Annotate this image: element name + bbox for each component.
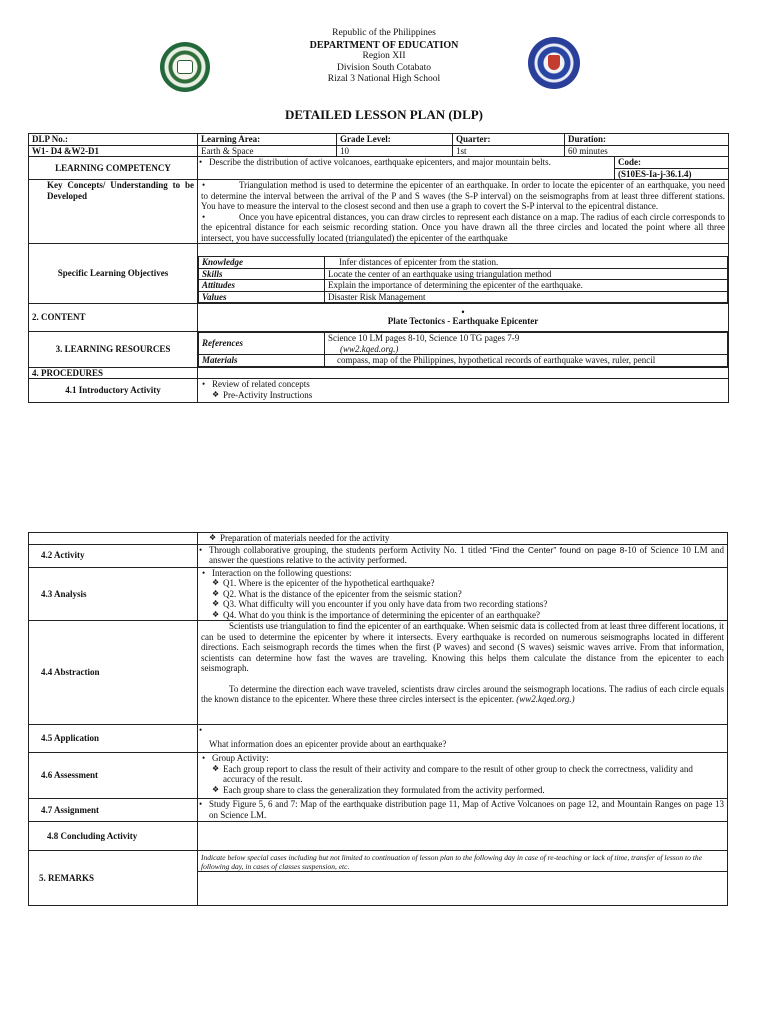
page-title: DETAILED LESSON PLAN (DLP) [284,107,484,122]
key-concepts-label: Key Concepts/ Understanding to be Developed [29,180,198,244]
abstraction-p1: Scientists use triangulation to find the epicenter of an earthquake. When seismic data is collected from at least three different locations, it can be used to determine the epicenter by where it intersects. Every earthquake is recorded on numerous seismographs located in different directions. Each seismograph records the times when the first (P waves) and second (S waves) seismic waves arrive. From that information, scientists can determine how fast the waves are traveling. Knowing this helps them calculate the distance from the epicenter to each seismograph. [201,621,724,673]
objective-knowledge-label: Knowledge [199,257,325,269]
objective-attitudes-label: Attitudes [199,280,325,292]
intro-bullet-2: ❖ Pre-Activity Instructions [201,390,725,401]
references-label: References [199,333,325,355]
learning-area-label: Learning Area: [198,134,337,146]
analysis-q3: ❖ Q3. What difficulty will you encounter if you only have data from two recording stations? [201,599,724,610]
application-label: 4.5 Application [29,725,198,753]
introductory-activity-cell [198,379,729,403]
dlp-no-value: W1- D4 &W2-D1 [29,145,198,157]
grade-level-label: Grade Level: [337,134,453,146]
learning-area-value: Earth & Space [198,145,337,157]
abstraction-cell [198,621,728,725]
intro-bullet-1: • Review of related concepts [201,379,725,390]
intro-continued-blank [29,533,198,545]
assessment-intro: • Group Activity: [201,753,724,764]
analysis-q1: ❖ Q1. Where is the epicenter of the hypothetical earthquake? [201,578,724,589]
key-concepts-p1: Triangulation method is used to determine the epicenter of an earthquake. In order to locate the epicenter of an earthquake, you need to determine the interval between the arrival of the P and S waves (the S-P interval) on the seismographs from at least three different stations. You have to measure the interval to the closest second and then use a graph to covert the S-P interval to the epicentral distance. [201,180,726,211]
introductory-activity-label: 4.1 Introductory Activity [29,379,198,403]
learning-resources-label: 3. LEARNING RESOURCES [29,332,198,368]
objective-values-text: Disaster Risk Management [325,291,728,303]
dlp-no-label: DLP No.: [29,134,198,146]
content-value: Plate Tectonics - Earthquake Epicenter [387,316,539,327]
activity-title: “Find the Center” found on page 8 [489,544,625,555]
analysis-q2: ❖ Q2. What is the distance of the epicenter from the seismic station? [201,589,724,600]
content-value-cell: • Plate Tectonics - Earthquake Epicenter [198,304,729,332]
objective-skills-label: Skills [199,268,325,280]
code-label: Code: [615,157,729,169]
objectives-label: Specific Learning Objectives [29,244,198,304]
references-value: Science 10 LM pages 8-10, Science 10 TG pages 7-9 [328,333,520,343]
quarter-label: Quarter: [453,134,565,146]
analysis-label: 4.3 Analysis [29,567,198,621]
abstraction-source: (ww2.kqed.org.) [516,694,575,704]
objectives-cell [198,244,729,304]
objective-values-label: Values [199,291,325,303]
activity-label: 4.2 Activity [29,544,198,567]
assignment-label: 4.7 Assignment [29,799,198,822]
materials-label: Materials [199,355,325,367]
procedures-label: 4. PROCEDURES [29,367,198,379]
resources-cell [198,332,729,368]
remarks-label: 5. REMARKS [29,851,198,906]
assessment-cell [198,753,728,799]
objective-skills-text: Locate the center of an earthquake using triangulation method [325,268,728,280]
document-header [0,28,768,86]
republic-line: Republic of the Philippines [332,28,436,38]
concluding-activity-text [198,822,728,851]
quarter-value: 1st [453,145,565,157]
abstraction-label: 4.4 Abstraction [29,621,198,725]
assessment-bullet-1: ❖ Each group report to class the result of their activity and compare to the result of other group to check the correctness, validity and accuracy of the result. [201,764,724,785]
objective-knowledge-text: Infer distances of epicenter from the station. [325,257,728,269]
learning-competency-label: LEARNING COMPETENCY [29,157,198,180]
duration-value: 60 minutes [565,145,729,157]
grade-level-value: 10 [337,145,453,157]
analysis-q4: ❖ Q4. What do you think is the importance of determining the epicenter of an earthquake? [201,610,724,621]
activity-text: • Through collaborative grouping, the students perform Activity No. 1 titled “Find the Center” found on page 8-10 of Science 10 LM and answer the questions relative to the activity performed. [198,544,728,567]
intro-bullet-3: ❖ Preparation of materials needed for the activity [198,533,728,545]
key-concepts-text: • Triangulation method is used to determine the epicenter of an earthquake. In order to locate the epicenter of an earthquake, you need to determine the interval between the arrival of the P and S waves (the S-P interval) on the seismographs from at least three different stations. You have to measure the interval to the closest second and then use a graph to covert the S-P interval to the epicentral distance. • Once you have epicentral distances, you can draw circles to represent each distance on a map. The radius of each circle corresponds to the epicentral distance for each seismic recording station. Once you have drawn all the three circles and located the point where all three intersect, you have successfully located (triangulated) the epicenter of the earthquake [198,180,729,244]
duration-label: Duration: [565,134,729,146]
assessment-bullet-2: ❖ Each group share to class the generalization they formulated from the activity performed. [201,785,724,796]
references-source: (ww2.kqed.org.) [340,343,399,354]
lesson-plan-table-part-1 [28,133,729,403]
assessment-label: 4.6 Assessment [29,753,198,799]
concluding-activity-label: 4.8 Concluding Activity [29,822,198,851]
objective-attitudes-text: Explain the importance of determining the epicenter of the earthquake. [325,280,728,292]
region-line: Region XII [362,51,406,61]
abstraction-p2: To determine the direction each wave traveled, scientists draw circles around the seismograph locations. The radius of each circle equals the known distance to the epicenter. Where these three circles intersect is the epicenter. (ww2.kqed.org.) [201,683,724,704]
content-label: 2. CONTENT [29,304,198,332]
materials-value: compass, map of the Philippines, hypothetical records of earthquake waves, ruler, pencil [325,355,728,367]
analysis-intro: • Interaction on the following questions: [201,568,724,579]
remarks-cell [198,851,728,906]
analysis-cell [198,567,728,621]
division-line: Division South Cotabato [337,62,431,73]
remarks-note: Indicate below special cases including but not limited to continuation of lesson plan to the following day in case of re-teaching or lack of time, transfer of lesson to the following day, in cases of classes suspension, etc. [198,851,727,872]
assignment-text: • Study Figure 5, 6 and 7: Map of the earthquake distribution page 11, Map of Active Volcanoes on page 12, and Mountain Ranges on page 13 on Science LM. [198,799,728,822]
code-value: (S10ES-Ia-j-36.1.4) [615,168,729,180]
procedures-blank [198,367,729,379]
learning-competency-text: • Describe the distribution of active volcanoes, earthquake epicenters, and major mountain belts. [198,157,615,180]
lesson-plan-table-part-2 [28,532,728,906]
key-concepts-p2: Once you have epicentral distances, you can draw circles to represent each distance on a map. The radius of each circle corresponds to the epicentral distance for each seismic recording station. Once you have drawn all the three circles and located the point where all three intersect, you have successfully located (triangulated) the epicenter of the earthquake [201,211,726,243]
references-cell [325,333,728,355]
resources-table [198,332,728,367]
application-text: • What information does an epicenter provide about an earthquake? [198,725,728,753]
objectives-table [198,256,728,303]
school-line: Rizal 3 National High School [327,74,441,84]
department-line: DEPARTMENT OF EDUCATION [309,39,459,51]
